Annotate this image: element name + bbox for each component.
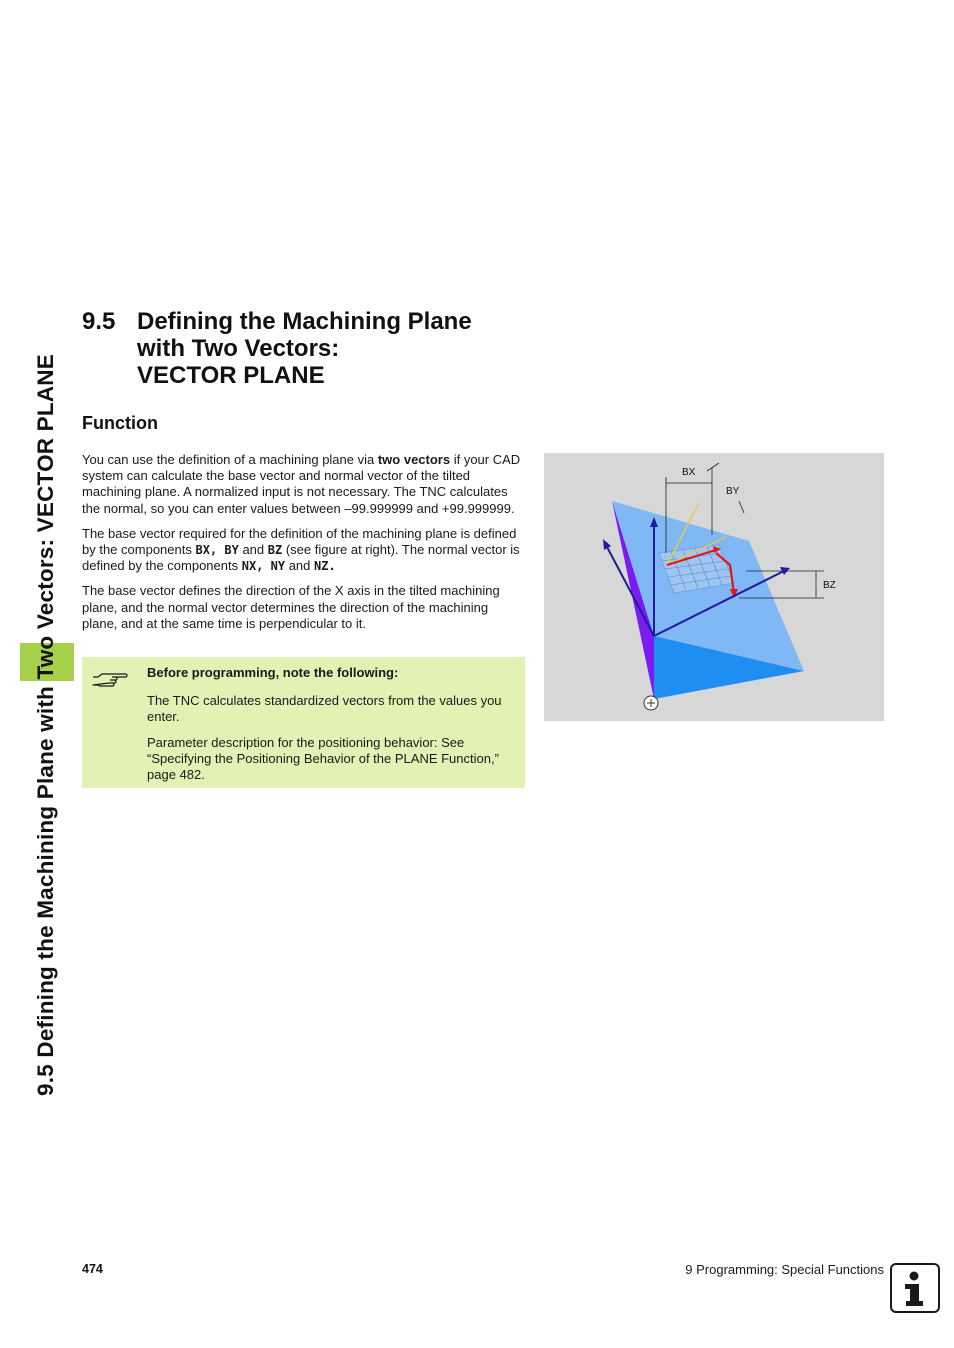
paragraph-1 xyxy=(82,452,527,517)
paragraph-3: The base vector defines the direction of the X axis in the tilted machining plane, and the normal vector determines the direction of the machining plane, and at the same time is perpendicular to it. xyxy=(82,583,500,631)
p2-code-nx-ny: NX, NY xyxy=(241,559,286,574)
p2-text-b: and xyxy=(238,542,268,558)
side-running-title: 9.5 Defining the Machining Plane with Two Vectors: VECTOR PLANE xyxy=(33,354,58,1096)
label-bx: BX xyxy=(682,467,696,478)
section-number: 9.5 xyxy=(82,308,116,335)
subheading-function: Function xyxy=(82,413,158,433)
vector-plane-figure xyxy=(544,453,884,721)
p2-text-a: The base vector required for the definition of the machining plane is defined by the components xyxy=(82,525,517,558)
p1-text-b: if your CAD system can calculate the base vector and normal vector of the tilted machining plane. A normalized input is not necessary. The TNC calculates the normal, so you can enter values between –99.999999 and +99.999999. xyxy=(82,452,521,516)
p2-text-d: and xyxy=(285,558,315,574)
p2-code-bz: BZ xyxy=(267,543,283,558)
note-title: Before programming, note the following: xyxy=(147,665,399,680)
label-by: BY xyxy=(726,486,740,497)
chapter-label: 9 Programming: Special Functions xyxy=(685,1262,884,1277)
note-box xyxy=(82,657,525,788)
paragraph-2 xyxy=(82,526,527,575)
pointing-hand-icon xyxy=(90,665,130,697)
p2-text-c: (see figure at right). The normal vector is defined by the components xyxy=(82,542,520,574)
section-title-line-1: Defining the Machining Plane xyxy=(137,308,472,335)
note-line-1: The TNC calculates standardized vectors from the values you enter. xyxy=(147,693,502,725)
section-title-line-2: with Two Vectors: xyxy=(137,335,340,362)
p1-text-a: You can use the definition of a machining plane via xyxy=(82,452,378,467)
vector-plane-diagram xyxy=(544,453,884,721)
page-number: 474 xyxy=(82,1262,103,1276)
note-body xyxy=(147,665,517,792)
side-title-region xyxy=(0,0,80,1348)
section-heading xyxy=(82,308,542,389)
label-bz: BZ xyxy=(823,580,836,591)
info-icon xyxy=(890,1263,940,1313)
note-line-2: Parameter description for the positioning behavior: See “Specifying the Positioning Behavior of the PLANE Function,” page 482. xyxy=(147,734,499,783)
section-title-line-3: VECTOR PLANE xyxy=(137,362,325,389)
p2-code-nz: NZ. xyxy=(314,559,336,574)
p1-bold: two vectors xyxy=(377,452,451,467)
p2-code-bx-by: BX, BY xyxy=(195,543,239,558)
body-text xyxy=(82,452,527,641)
